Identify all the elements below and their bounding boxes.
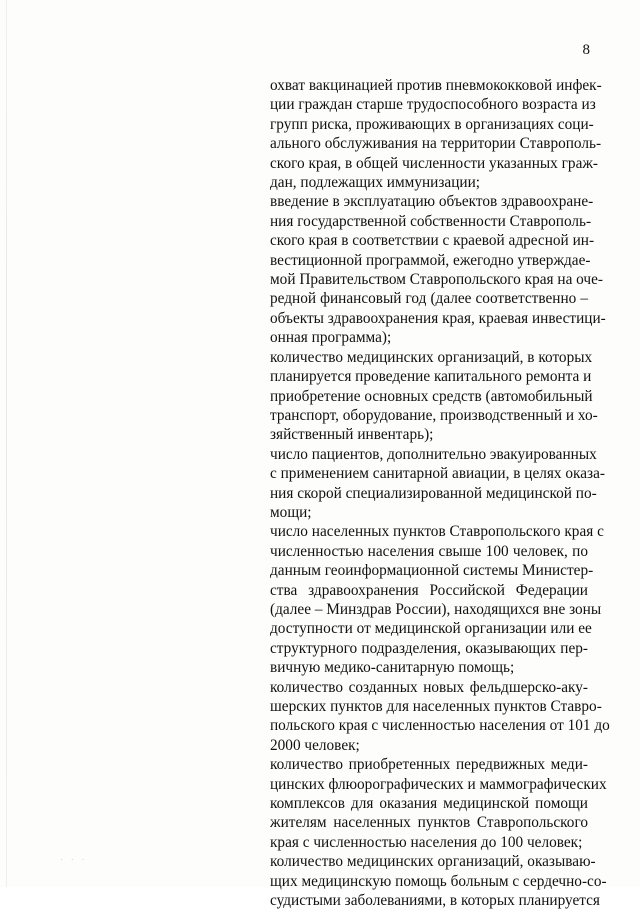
text-line: мой Правительством Ставропольского края на оче- bbox=[270, 271, 604, 289]
text-line: групп риска, проживающих в организациях соци- bbox=[270, 115, 594, 133]
text-line: 2000 человек; bbox=[270, 736, 360, 754]
scan-edge-line bbox=[6, 0, 7, 887]
text-line: шерских пунктов для населенных пунктов Ставро- bbox=[270, 698, 602, 715]
text-line: данным геоинформационной системы Министер- bbox=[270, 562, 594, 580]
text-line: ального обслуживания на территории Ставрополь- bbox=[270, 135, 602, 153]
text-line: количество созданных новых фельдшерско-аку- bbox=[270, 678, 588, 696]
text-line: жителям населенных пунктов Ставропольского bbox=[270, 814, 588, 832]
text-line: редной финансовый год (далее соответственно – bbox=[270, 290, 588, 308]
text-line: комплексов для оказания медицинской помощи bbox=[270, 795, 588, 813]
text-line: введение в эксплуатацию объектов здравоохране- bbox=[270, 193, 594, 211]
text-line: цинских флюорографических и маммографических bbox=[270, 775, 607, 793]
text-line: польского края с численностью населения от 101 до bbox=[270, 717, 610, 735]
text-line: численностью населения свыше 100 человек, по bbox=[270, 542, 588, 560]
text-line: судистыми заболеваниями, в которых планируется bbox=[270, 892, 600, 910]
text-line: ского края в соответствии с краевой адресной ин- bbox=[270, 232, 595, 250]
text-line: зяйственный инвентарь); bbox=[270, 426, 434, 444]
text-line: вестиционной программой, ежегодно утверждае- bbox=[270, 251, 591, 269]
text-line: щих медицинскую помощь больным с сердечно-со- bbox=[270, 872, 607, 890]
text-line: (далее – Минздрав России), находящихся вне зоны bbox=[270, 600, 602, 618]
body-text bbox=[270, 76, 610, 910]
text-line: структурного подразделения, оказывающих пер- bbox=[270, 639, 588, 657]
page-number: 8 bbox=[582, 42, 590, 58]
text-line: с применением санитарной авиации, в целях оказа- bbox=[270, 465, 605, 483]
text-line: планируется проведение капитального ремонта и bbox=[270, 368, 592, 386]
scan-specks: · · · bbox=[60, 855, 88, 864]
text-line: мощи; bbox=[270, 503, 312, 521]
text-line: ции граждан старше трудоспособного возраста из bbox=[270, 96, 596, 114]
text-line: вичную медико-санитарную помощь; bbox=[270, 659, 515, 677]
text-line: число пациентов, дополнительно эвакуированных bbox=[270, 445, 597, 463]
text-line: ства здравоохранения Российской Федерации bbox=[270, 581, 588, 599]
text-line: количество приобретенных передвижных меди- bbox=[270, 756, 588, 774]
text-line: доступности от медицинской организации или ее bbox=[270, 620, 592, 638]
text-line: количество медицинских организаций, в которых bbox=[270, 348, 593, 366]
text-line: ского края, в общей численности указанных граж- bbox=[270, 154, 599, 172]
text-line: ния государственной собственности Ставрополь- bbox=[270, 212, 592, 230]
text-line: число населенных пунктов Ставропольского края с bbox=[270, 523, 604, 541]
text-line: объекты здравоохранения края, краевая инвестици- bbox=[270, 309, 606, 327]
text-line: края с численностью населения до 100 человек; bbox=[270, 833, 583, 851]
text-line: количество медицинских организаций, оказываю- bbox=[270, 853, 596, 871]
text-line: ния скорой специализированной медицинской по- bbox=[270, 484, 597, 502]
text-line: дан, подлежащих иммунизации; bbox=[270, 174, 481, 192]
text-line: приобретение основных средств (автомобильный bbox=[270, 387, 593, 405]
text-line: онная программа); bbox=[270, 329, 392, 347]
text-line: транспорт, оборудование, производственный и хо- bbox=[270, 406, 598, 424]
text-line: охват вакцинацией против пневмококковой инфек- bbox=[270, 77, 602, 94]
